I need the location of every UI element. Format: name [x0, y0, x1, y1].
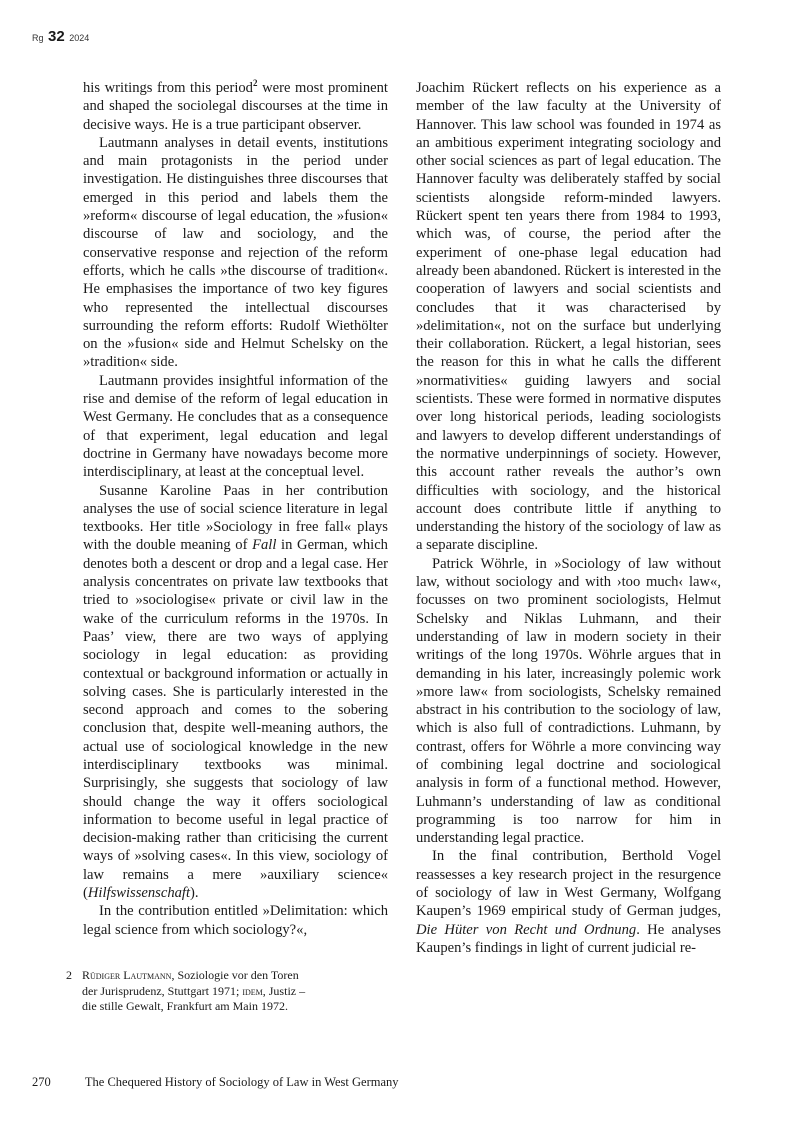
paragraph	[83, 79, 388, 134]
journal-year: 2024	[69, 33, 90, 43]
italic-term: Hilfswissenschaft	[87, 885, 191, 902]
footnote	[66, 968, 311, 1015]
paragraph: Joachim Rückert reflects on his experience as a member of the law faculty at the University of Hannover. This law school was founded in 1974 as an ambitious experiment integrating sociology and other social sciences as part of legal education. The Hannover faculty was deliberately staffed by social scientists alongside reform-minded lawyers. Rückert spent ten years there from 1984 to 1993, which was, of course, the period after the experiment of one-phase legal education had already been abandoned. Rückert is interested in the cooperation of lawyers and social scientists and concludes that it was characterised by »delimitation«, not on the surface but underlying their collaboration. Rückert, a legal historian, sees the reason for this in what he calls the different »normativities« guiding lawyers and social scientists. These were formed in normative disputes over long historical periods, leading sociologists and lawyers to develop different understandings of the normative underpinnings of society. However, this account rather reveals the author’s own difficulties with sociology, and the historical account does contribute little if anything to understanding the history of the sociology of law as a separate discipline.	[416, 80, 721, 554]
text-run: in German, which denotes both a descent or drop and a legal case. Her analysis concentrates on private law textbooks that tried to »sociologise« private or civil law in the wake of the curriculum reforms in the 1970s. In Paas’ view, there are two ways of applying sociology in legal education: as providing contextual or background information or actually in solving cases. She is particularly interested in the second approach and comes to the sobering conclusion that, despite well-meaning authors, the actual use of sociological knowledge in the new interdisciplinary textbooks was minimal. Surprisingly, she suggests that sociology of law should change the way it offers sociological information to become useful in legal practice of decision-making rather than criticising the current ways of »solving cases«. In this view, sociology of law remains a mere »auxiliary science« (	[83, 537, 388, 902]
text-run: In the final contribution, Berthold Vogel reassesses a key research project in the resurgence of sociology of law in West Germany, Wolfgang Kaupen’s 1969 empirical study of German judges,	[416, 848, 721, 920]
paragraph	[83, 482, 388, 903]
text-run: ).	[190, 885, 199, 902]
text-run: were most prominent and shaped the sociolegal discourses at the time in decisive ways. He is a true participant observer.	[83, 80, 388, 133]
italic-term: Fall	[252, 537, 277, 554]
page-number: 270	[32, 1075, 51, 1089]
right-column	[416, 79, 721, 957]
journal-abbrev: Rg	[32, 33, 44, 43]
page-footer	[32, 1075, 399, 1090]
text-run: , Justiz – die stille Gewalt, Frankfurt am Main 1972.	[82, 983, 306, 1013]
book-title: Die Hüter von Recht und Ordnung	[416, 921, 637, 938]
footnote-text	[82, 968, 307, 1015]
journal-volume: 32	[48, 28, 65, 45]
footnote-reference[interactable]: 2	[252, 78, 258, 89]
text-run: , Soziologie vor den Toren der Jurisprudenz, Stuttgart 1971;	[82, 968, 299, 998]
paragraph: Patrick Wöhrle, in »Sociology of law without law, without sociology and with ›too much‹ law«, focusses on two prominent sociologists, Helmut Schelsky and Niklas Luhmann, and their understanding of law in modern society in their writings of the long 1970s. Wöhrle argues that in demanding in his later, increasingly polemic work »more law« from sociologists, Schelsky remained abstract in his contribution to the sociology of law, which is also full of contradictions. Luhmann, by contrast, offers for Wöhrle a more convincing way of combining legal doctrine and sociological analysis in form of a functional method. However, Luhmann’s understanding of law as conditional programming is too narrow for him in understanding legal practice.	[416, 555, 721, 847]
paragraph: In the contribution entitled »Delimitation: which legal science from which sociology?«,	[83, 903, 388, 938]
left-column	[83, 79, 388, 939]
text-run: Susanne Karoline Paas in her contribution analyses the use of social science literature in legal textbooks. Her title »Sociology in free fall« plays with the double meaning of	[83, 482, 388, 554]
journal-header	[32, 28, 89, 45]
paragraph	[416, 847, 721, 957]
text-run: his writings from this period	[83, 80, 253, 96]
footnote-number: 2	[66, 968, 72, 982]
paragraph: Lautmann analyses in detail events, institutions and main protagonists in the period under investigation. He distinguishes three discourses that emerged in this period and labels them the »reform« discourse of legal education, the »fusion« discourse of law and sociology, and the conservative response and rejection of the reform efforts, which he calls »the discourse of tradition«. He emphasises the importance of two key figures who represented the intellectual discourses surrounding the reform efforts: Rudolf Wiethölter on the »fusion« side and Helmut Schelsky on the »tradition« side.	[83, 134, 388, 371]
footnote-author: Rüdiger Lautmann	[82, 968, 172, 982]
running-title: The Chequered History of Sociology of Law in West Germany	[84, 1075, 399, 1089]
footnote-author: idem	[242, 983, 263, 998]
paragraph: Lautmann provides insightful information of the rise and demise of the reform of legal education in West Germany. He concludes that as a consequence of that experiment, legal education and legal doctrine in Germany have nowadays become more interdisciplinary, at least at the conceptual level.	[83, 372, 388, 481]
text-run: . He analyses Kaupen’s findings in light of current judicial re-	[416, 921, 721, 956]
